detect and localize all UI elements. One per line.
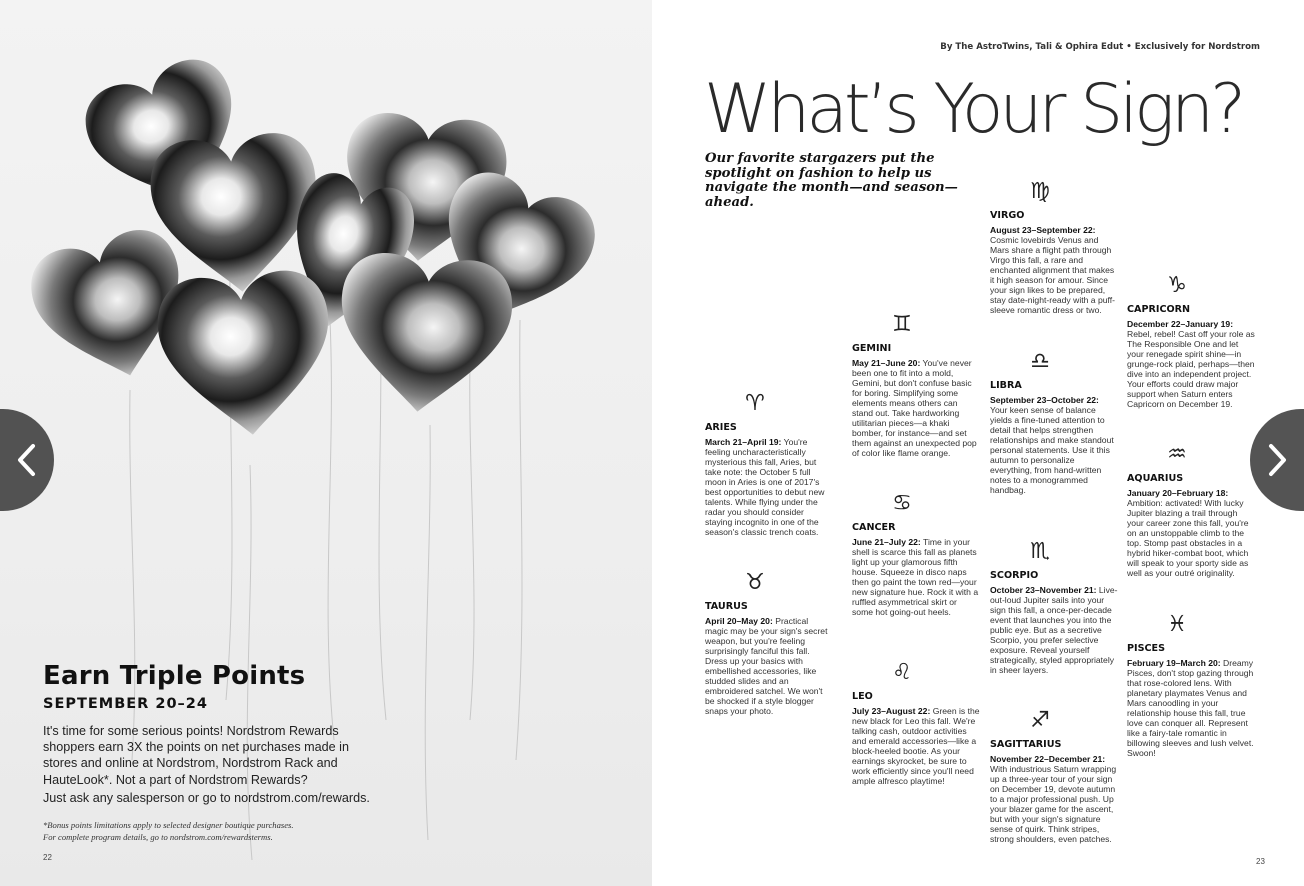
sagittarius-icon: ♐ bbox=[1030, 708, 1050, 733]
sign-text bbox=[852, 358, 980, 458]
sign-dates: February 19–March 20: bbox=[1127, 658, 1221, 668]
sign-dates: January 20–February 18: bbox=[1127, 488, 1229, 498]
pisces-icon: ♓ bbox=[1167, 612, 1187, 637]
sign-body: You're feeling uncharacteristically mysterious this fall, Aries, but take note: the October 5 full moon in Aries is one of 2017's best opportunities to debut new talents. While flying under the radar you should consider staying incognito in one of the season's classic trench coats. bbox=[705, 437, 825, 537]
page-number-left: 22 bbox=[43, 853, 52, 862]
sign-text bbox=[1127, 488, 1255, 578]
sign-dates: April 20–May 20: bbox=[705, 616, 773, 626]
sign-name: GEMINI bbox=[852, 343, 892, 354]
sign-body: With industrious Saturn wrapping up a three-year tour of your sign on December 19, devote autumn to a major professional push. Up your blazer game for the ascent, but with your sign's signature sense of quirk. Think stripes, strong shoulders, even patches. bbox=[990, 764, 1117, 844]
sign-virgo bbox=[990, 180, 1118, 315]
sign-text bbox=[705, 437, 833, 537]
sign-text bbox=[852, 706, 980, 786]
sign-name: SAGITTARIUS bbox=[990, 739, 1062, 750]
footnote-line-2: For complete program details, go to nordstrom.com/rewardsterms. bbox=[43, 832, 273, 842]
sign-dates: March 21–April 19: bbox=[705, 437, 782, 447]
byline: By The AstroTwins, Tali & Ophira Edut • Exclusively for Nordstrom bbox=[940, 42, 1260, 52]
sign-pisces bbox=[1127, 613, 1255, 758]
sign-sagittarius bbox=[990, 709, 1118, 844]
sign-taurus bbox=[705, 571, 833, 716]
sign-name: SCORPIO bbox=[990, 570, 1039, 581]
sign-body: Time in your shell is scarce this fall as planets light up your glamorous fifth house. Squeeze in disco naps then go paint the town red—your new signature hue. Rock it with a ruffled asymmetrical skirt or some hot going-out heels. bbox=[852, 537, 979, 617]
sign-body: Live-out-loud Jupiter sails into your sign this fall, a once-per-decade event that launches you into the public eye. But as a secretive Scorpio, you prefer selective exposure. Reveal yourself strategically, styled appropriately in sheer layers. bbox=[990, 585, 1118, 675]
sign-dates: June 21–July 22: bbox=[852, 537, 921, 547]
sign-body: Practical magic may be your sign's secret weapon, but you're feeling surprisingly fanciful this fall. Dress up your basics with embellished accessories, like studded slides and an embroidered satchel. We won't be shocked if a style blogger snaps your photo. bbox=[705, 616, 828, 716]
sign-dates: November 22–December 21: bbox=[990, 754, 1106, 764]
sign-body: Your keen sense of balance yields a fine-tuned attention to detail that helps strengthen relationships and make standout personal statements. Use it this autumn to personalize everything, from hand-written notes to a monogrammed handbag. bbox=[990, 405, 1114, 495]
sign-text bbox=[990, 754, 1118, 844]
sign-text bbox=[1127, 658, 1255, 758]
sign-scorpio bbox=[990, 540, 1118, 675]
sign-name: CAPRICORN bbox=[1127, 304, 1191, 315]
sign-name: AQUARIUS bbox=[1127, 473, 1184, 484]
scorpio-icon: ♏ bbox=[1030, 539, 1050, 564]
sign-text bbox=[852, 537, 980, 617]
sign-capricorn bbox=[1127, 274, 1255, 409]
sign-text bbox=[990, 225, 1118, 315]
right-page bbox=[652, 0, 1304, 886]
sign-leo bbox=[852, 661, 980, 786]
sign-aries bbox=[705, 392, 833, 537]
sign-dates: August 23–September 22: bbox=[990, 225, 1096, 235]
promo-title: Earn Triple Points bbox=[43, 661, 306, 691]
chevron-right-icon bbox=[1265, 443, 1289, 477]
gemini-icon: ♊ bbox=[892, 312, 912, 337]
capricorn-icon: ♑ bbox=[1167, 273, 1187, 298]
sign-dates: July 23–August 22: bbox=[852, 706, 931, 716]
virgo-icon: ♍ bbox=[1030, 179, 1050, 204]
promo-body: It's time for some serious points! Nordstrom Rewards shoppers earn 3X the points on net purchases made in stores and online at Nordstrom, Nordstrom Rack and HauteLook*. Not a part of Nordstrom Rewards? bbox=[43, 724, 349, 787]
sign-name: PISCES bbox=[1127, 643, 1166, 654]
sign-name: ARIES bbox=[705, 422, 737, 433]
promo-block bbox=[43, 661, 643, 805]
sign-dates: September 23–October 22: bbox=[990, 395, 1099, 405]
sign-body: You've never been one to fit into a mold, Gemini, but don't confuse basic for boring. Simplifying some elements means others can stand out. Take hardworking utilitarian pieces—a khaki bomber, for instance—and set them against an unexpected pop of color like flame orange. bbox=[852, 358, 977, 458]
aries-icon: ♈ bbox=[745, 391, 765, 416]
deck: Our favorite stargazers put the spotlight on fashion to help us navigate the month—and season—ahead. bbox=[705, 151, 958, 210]
libra-icon: ♎ bbox=[1030, 349, 1050, 374]
cancer-icon: ♋ bbox=[892, 491, 912, 516]
footnote-line-1: *Bonus points limitations apply to selected designer boutique purchases. bbox=[43, 820, 294, 830]
sign-gemini bbox=[852, 313, 980, 458]
sign-aquarius bbox=[1127, 443, 1255, 578]
chevron-left-icon bbox=[15, 443, 39, 477]
promo-dates: SEPTEMBER 20–24 bbox=[43, 696, 208, 712]
sign-text bbox=[990, 585, 1118, 675]
taurus-icon: ♉ bbox=[745, 570, 765, 595]
sign-name: LEO bbox=[852, 691, 873, 702]
sign-libra bbox=[990, 350, 1118, 495]
sign-name: LIBRA bbox=[990, 380, 1022, 391]
sign-body: Cosmic lovebirds Venus and Mars share a flight path through Virgo this fall, a rare and enchanted alignment that makes it high season for amour. Since your sign likes to be prepared, stay date-night-ready with a puff-sleeve romantic dress or two. bbox=[990, 235, 1115, 315]
sign-cancer bbox=[852, 492, 980, 617]
page-number-right: 23 bbox=[1256, 857, 1265, 866]
headline: What’s Your Sign? bbox=[704, 70, 1243, 149]
leo-icon: ♌ bbox=[892, 660, 912, 685]
aquarius-icon: ♒ bbox=[1167, 442, 1187, 467]
sign-text bbox=[705, 616, 833, 716]
sign-name: CANCER bbox=[852, 522, 896, 533]
sign-text bbox=[1127, 319, 1255, 409]
sign-dates: December 22–January 19: bbox=[1127, 319, 1234, 329]
sign-dates: October 23–November 21: bbox=[990, 585, 1097, 595]
promo-cta: Just ask any salesperson or go to nordstrom.com/rewards. bbox=[43, 790, 370, 805]
sign-body: Ambition: activated! With lucky Jupiter blazing a trail through your career zone this fall, you're on an unstoppable climb to the top. Stomp past obstacles in a hybrid hiker-combat boot, which will speak to your sporty side as well as your outré originality. bbox=[1127, 498, 1249, 578]
sign-dates: May 21–June 20: bbox=[852, 358, 921, 368]
footnote bbox=[43, 819, 294, 843]
sign-body: Green is the new black for Leo this fall. We're talking cash, outdoor activities and emerald accessories—like a block-heeled bootie. As your earnings skyrocket, be sure to work efficiently since you'll need ample alfresco playtime! bbox=[852, 706, 980, 786]
sign-name: TAURUS bbox=[705, 601, 748, 612]
sign-text bbox=[990, 395, 1118, 495]
sign-name: VIRGO bbox=[990, 210, 1025, 221]
sign-body: Rebel, rebel! Cast off your role as The Responsible One and let your renegade spirit shine—in grunge-rock plaid, perhaps—then dive into an independent project. Your efforts could draw major support when Saturn enters Capricorn on December 19. bbox=[1127, 329, 1255, 409]
sign-body: Dreamy Pisces, don't stop gazing through that rose-colored lens. With planetary playmates Venus and Mars canoodling in your relationship house this fall, true love can conquer all. Represent like a fairy-tale romantic in billowing sleeves and lush velvet. Swoon! bbox=[1127, 658, 1254, 758]
